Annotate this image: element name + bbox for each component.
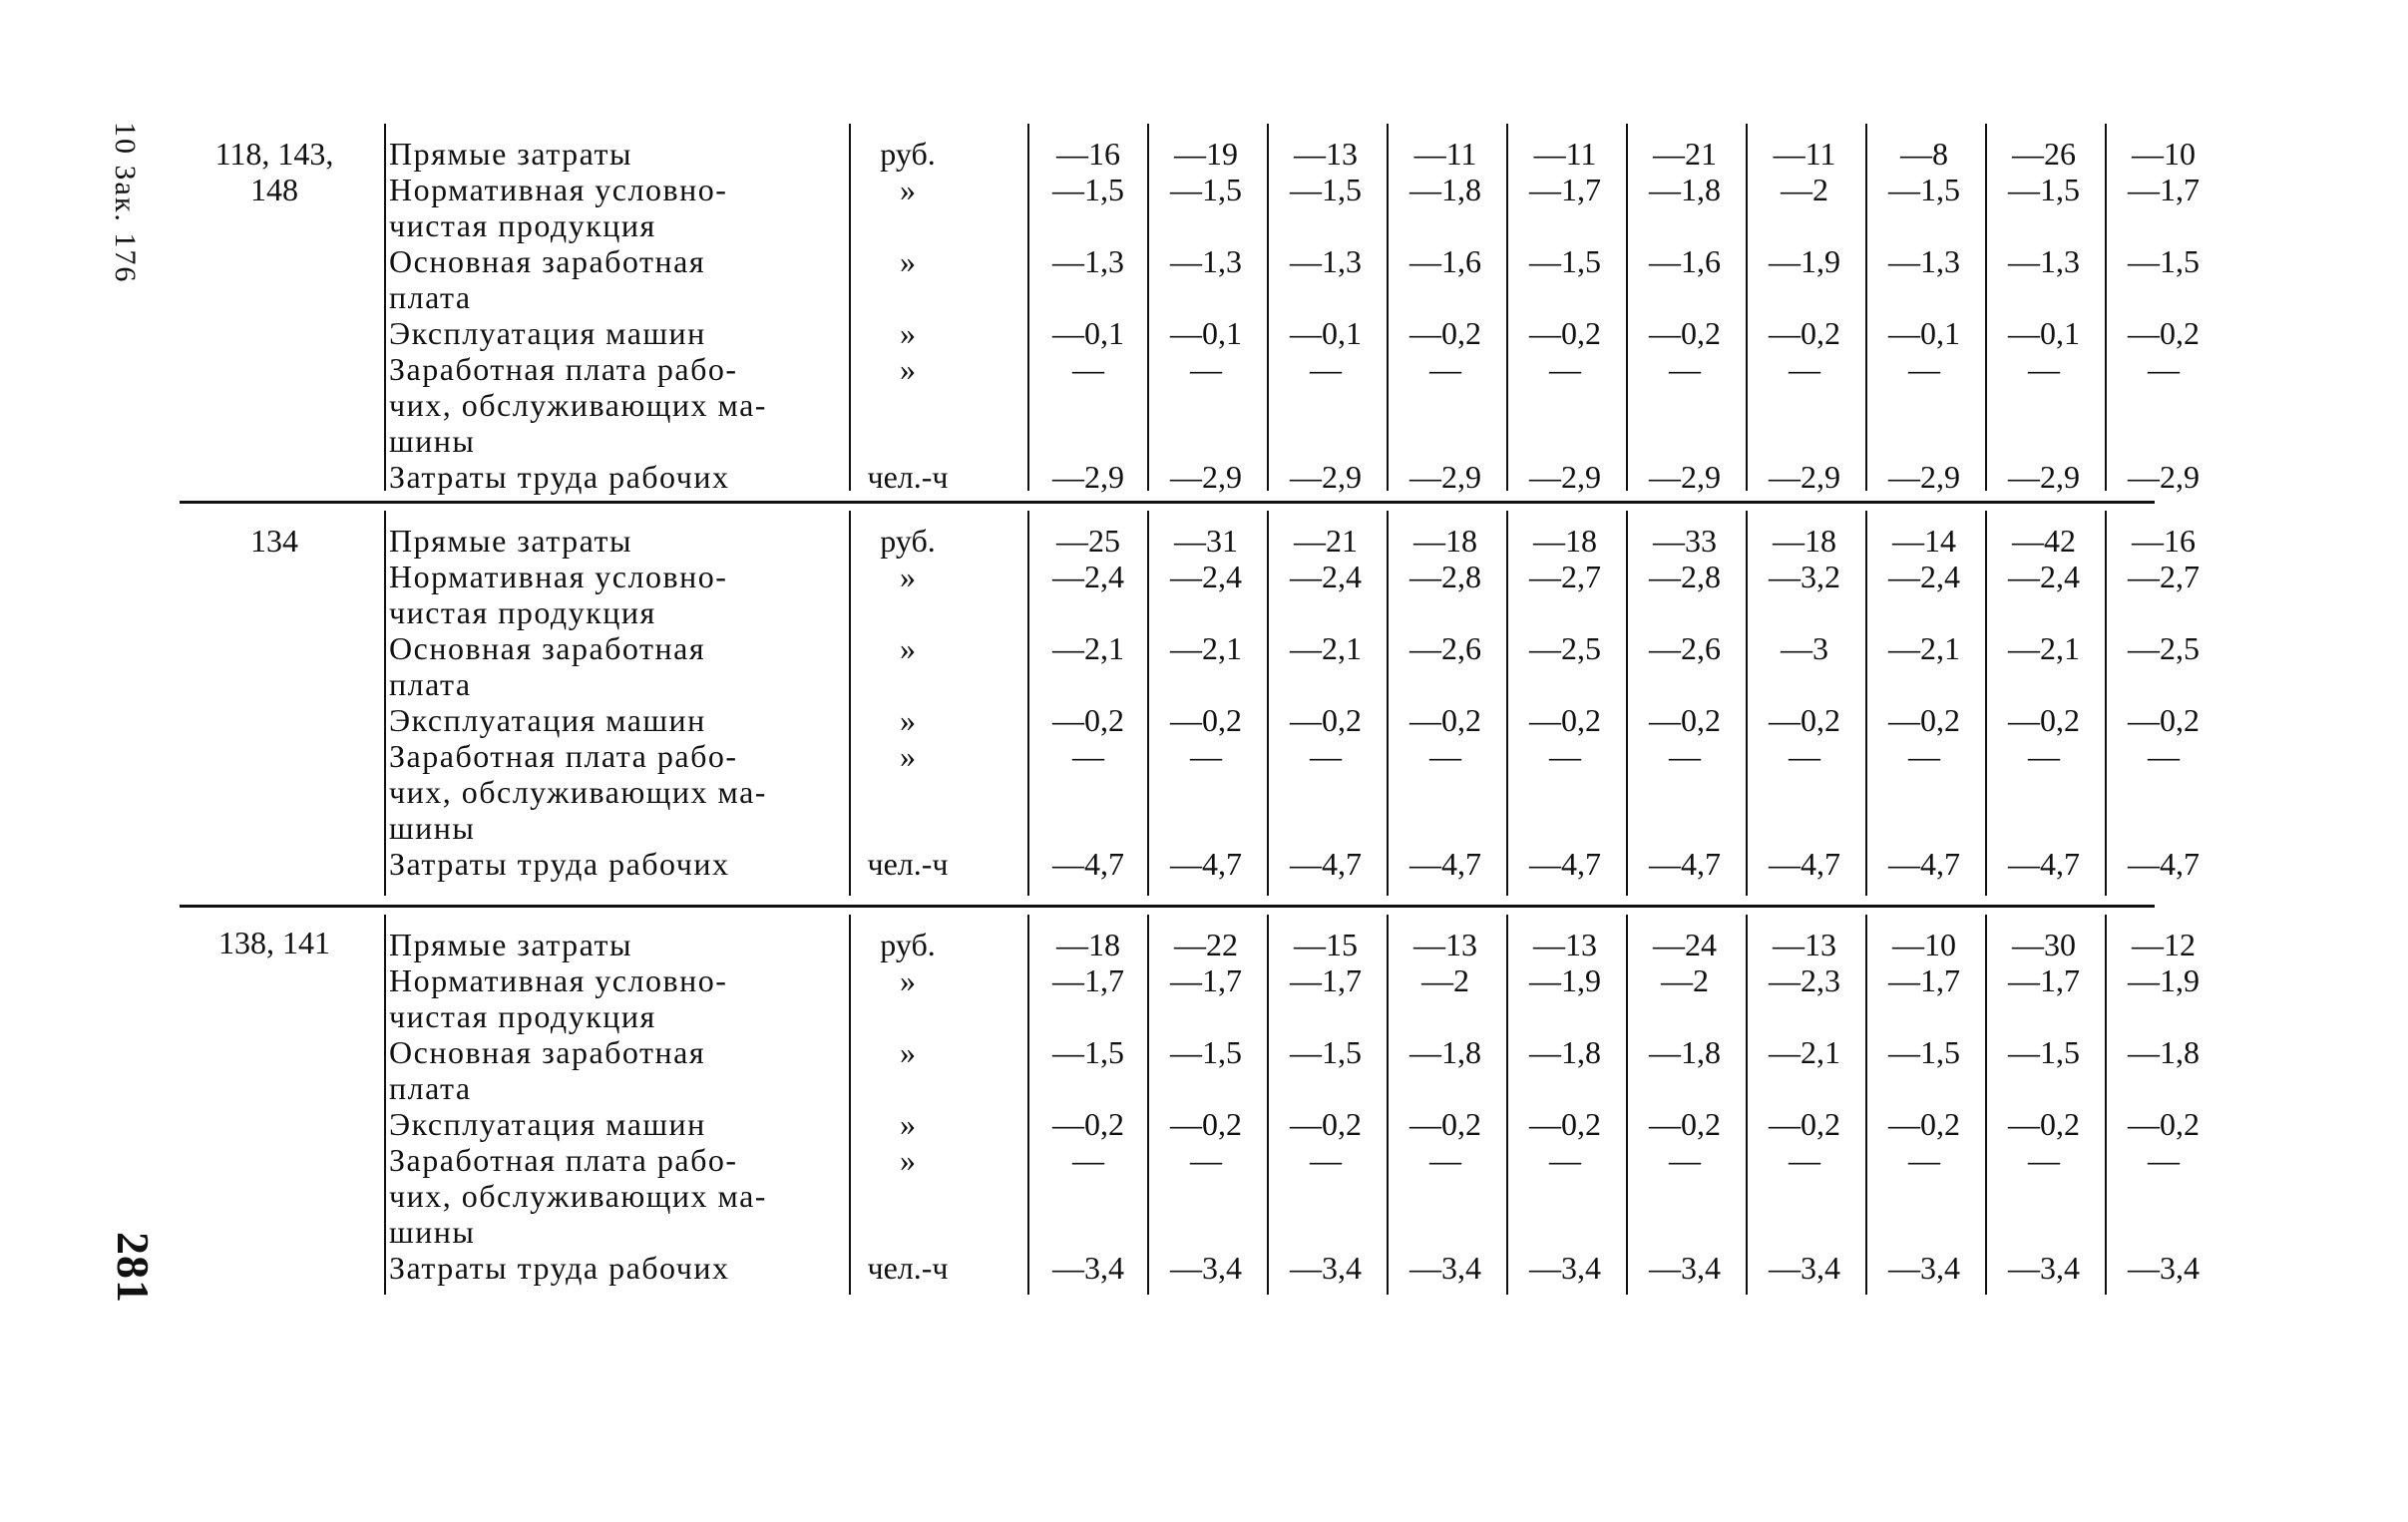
value-cell: — (1789, 738, 1820, 774)
value-cell: —4,7 (2128, 846, 2200, 882)
value-cell: —0,2 (1769, 1106, 1840, 1142)
row-unit: » (900, 172, 916, 207)
value-cell: —2,5 (2128, 630, 2200, 666)
value-cell: —3,4 (1769, 1250, 1840, 1286)
row-label-line: чих, обслуживающих ма- (389, 1178, 767, 1214)
value-cell: — (2028, 1142, 2060, 1178)
value-cell: —2,1 (2008, 630, 2080, 666)
value-cell: —2,1 (1888, 630, 1960, 666)
row-unit: руб. (880, 927, 936, 962)
value-cell: — (2148, 351, 2180, 387)
row-unit: руб. (880, 523, 936, 559)
value-cell: —18 (1413, 523, 1477, 559)
value-cell: —2,1 (1769, 1034, 1840, 1070)
row-unit: » (900, 702, 916, 738)
value-cell: —2,1 (1052, 630, 1124, 666)
value-cell: —0,2 (1290, 702, 1362, 738)
row-label (389, 1106, 706, 1142)
value-cell: —1,8 (2128, 1034, 2200, 1070)
value-cell: —1,8 (1409, 172, 1481, 207)
value-cell: —2,9 (2128, 459, 2200, 495)
value-cell: — (1789, 351, 1820, 387)
value-cell: — (2148, 738, 2180, 774)
value-cell: —21 (1653, 136, 1717, 172)
value-cell: — (1190, 738, 1222, 774)
column-divider (384, 915, 386, 1295)
value-cell: —1,5 (2008, 172, 2080, 207)
row-label (389, 172, 727, 243)
value-cell: —1,7 (1888, 962, 1960, 998)
value-cell: — (1072, 351, 1104, 387)
row-label (389, 1250, 729, 1286)
row-label-line: чистая продукция (389, 998, 656, 1034)
value-cell: —4,7 (1052, 846, 1124, 882)
value-cell: —1,7 (1170, 962, 1242, 998)
value-cell: — (1190, 1142, 1222, 1178)
value-cell: —2,3 (1769, 962, 1840, 998)
value-cell: —1,3 (2008, 243, 2080, 279)
value-cell: —19 (1174, 136, 1238, 172)
row-label (389, 738, 767, 846)
value-cell: — (1669, 1142, 1701, 1178)
row-label (389, 243, 705, 315)
row-unit: руб. (880, 136, 936, 172)
row-label (389, 559, 727, 630)
row-label-line: чистая продукция (389, 594, 656, 630)
value-cell: —4,7 (1409, 846, 1481, 882)
value-cell: —1,5 (1290, 1034, 1362, 1070)
value-cell: — (1669, 351, 1701, 387)
row-label-line: Затраты труда рабочих (389, 846, 730, 882)
value-cell: —12 (2132, 927, 2196, 962)
value-cell: —21 (1294, 523, 1358, 559)
value-cell: —3,4 (1290, 1250, 1362, 1286)
value-cell: —1,9 (2128, 962, 2200, 998)
value-cell: —2,7 (2128, 559, 2200, 594)
value-cell: —0,1 (1290, 315, 1362, 351)
value-cell: —0,2 (1409, 1106, 1481, 1142)
value-cell: —4,7 (1769, 846, 1840, 882)
value-cell: —1,5 (1888, 1034, 1960, 1070)
value-cell: —0,2 (1649, 315, 1721, 351)
row-label-line: шины (389, 810, 476, 846)
value-cell: —2,1 (1290, 630, 1362, 666)
value-cell: —1,7 (1052, 962, 1124, 998)
value-cell: —2,4 (1888, 559, 1960, 594)
value-cell: —1,5 (1529, 243, 1601, 279)
value-cell: —2,4 (2008, 559, 2080, 594)
item-codes: 118, 143, 148 (214, 136, 334, 207)
value-cell: —13 (1773, 927, 1836, 962)
row-unit: » (900, 1142, 916, 1178)
value-cell: —11 (1533, 136, 1597, 172)
value-cell: — (1310, 738, 1342, 774)
row-label-line: чих, обслуживающих ма- (389, 774, 767, 810)
value-cell: —0,1 (1052, 315, 1124, 351)
row-label-line: Прямые затраты (389, 927, 633, 962)
row-unit: чел.-ч (867, 1250, 949, 1286)
page-number: 281 (108, 1232, 159, 1304)
value-cell: —1,7 (2008, 962, 2080, 998)
row-label (389, 1034, 705, 1106)
row-label (389, 315, 706, 351)
value-cell: —1,8 (1649, 172, 1721, 207)
value-cell: —2,9 (1888, 459, 1960, 495)
value-cell: —2,4 (1290, 559, 1362, 594)
value-cell: —0,1 (1888, 315, 1960, 351)
value-cell: —4,7 (2008, 846, 2080, 882)
row-label-line: шины (389, 423, 476, 459)
value-cell: —4,7 (1290, 846, 1362, 882)
row-label-line: Затраты труда рабочих (389, 1250, 730, 1286)
value-cell: —0,2 (2128, 315, 2200, 351)
value-cell: —1,3 (1888, 243, 1960, 279)
value-cell: — (1908, 738, 1940, 774)
value-cell: —30 (2012, 927, 2076, 962)
value-cell: —16 (1056, 136, 1120, 172)
value-cell: —24 (1653, 927, 1717, 962)
value-cell: — (1310, 351, 1342, 387)
table-block (180, 128, 2224, 499)
value-cell: — (1789, 1142, 1820, 1178)
value-cell: —1,5 (1052, 1034, 1124, 1070)
value-cell: — (1908, 1142, 1940, 1178)
row-label-line: плата (389, 1070, 472, 1106)
value-cell: —2 (1661, 962, 1709, 998)
value-cell: —0,2 (1649, 702, 1721, 738)
row-label (389, 846, 729, 882)
row-label-line: чих, обслуживающих ма- (389, 387, 767, 423)
value-cell: —2,9 (1052, 459, 1124, 495)
value-cell: —31 (1174, 523, 1238, 559)
value-cell: — (1669, 738, 1701, 774)
value-cell: —4,7 (1529, 846, 1601, 882)
value-cell: —0,1 (2008, 315, 2080, 351)
value-cell: —0,2 (1529, 315, 1601, 351)
value-cell: — (1549, 738, 1581, 774)
row-label-line: Основная заработная (389, 630, 706, 666)
row-unit: » (900, 1034, 916, 1070)
value-cell: —2,1 (1170, 630, 1242, 666)
value-cell: —2,9 (1769, 459, 1840, 495)
value-cell: —2,7 (1529, 559, 1601, 594)
row-label-line: Заработная плата рабо- (389, 1142, 738, 1178)
value-cell: —0,1 (1170, 315, 1242, 351)
value-cell: — (1072, 1142, 1104, 1178)
value-cell: —1,7 (1529, 172, 1601, 207)
value-cell: —2,6 (1409, 630, 1481, 666)
value-cell: —2,6 (1649, 630, 1721, 666)
value-cell: —15 (1294, 927, 1358, 962)
value-cell: —1,6 (1409, 243, 1481, 279)
row-unit: » (900, 962, 916, 998)
value-cell: —0,2 (1888, 702, 1960, 738)
row-label-line: шины (389, 1214, 476, 1250)
row-label-line: Прямые затраты (389, 523, 633, 559)
value-cell: —18 (1533, 523, 1597, 559)
value-cell: —0,2 (2128, 1106, 2200, 1142)
value-cell: —8 (1900, 136, 1948, 172)
item-codes: 138, 141 (218, 925, 330, 960)
row-label-line: плата (389, 666, 472, 702)
row-unit: » (900, 559, 916, 594)
value-cell: —3,4 (1052, 1250, 1124, 1286)
value-cell: —3 (1781, 630, 1828, 666)
row-label-line: Заработная плата рабо- (389, 738, 738, 774)
row-unit: » (900, 1106, 916, 1142)
value-cell: —1,5 (1170, 1034, 1242, 1070)
value-cell: —2,4 (1052, 559, 1124, 594)
table-block (180, 919, 2224, 1303)
row-unit: » (900, 315, 916, 351)
value-cell: —3,4 (2128, 1250, 2200, 1286)
value-cell: —0,2 (2128, 702, 2200, 738)
value-cell: —10 (1892, 927, 1956, 962)
value-cell: —2,8 (1409, 559, 1481, 594)
margin-note: 10 Зак. 176 (109, 122, 142, 284)
value-cell: —0,2 (1649, 1106, 1721, 1142)
value-cell: —2,9 (1529, 459, 1601, 495)
column-divider (384, 511, 386, 896)
value-cell: —3,4 (1888, 1250, 1960, 1286)
value-cell: — (1429, 1142, 1461, 1178)
value-cell: —1,8 (1529, 1034, 1601, 1070)
value-cell: —42 (2012, 523, 2076, 559)
value-cell: — (2028, 738, 2060, 774)
row-label-line: Эксплуатация машин (389, 315, 706, 351)
row-label (389, 962, 727, 1034)
value-cell: —2,4 (1170, 559, 1242, 594)
value-cell: —0,2 (1769, 702, 1840, 738)
row-label (389, 351, 767, 459)
value-cell: —1,8 (1409, 1034, 1481, 1070)
value-cell: — (1072, 738, 1104, 774)
value-cell: —1,3 (1290, 243, 1362, 279)
value-cell: —4,7 (1649, 846, 1721, 882)
value-cell: —2 (1421, 962, 1469, 998)
value-cell: —22 (1174, 927, 1238, 962)
row-label (389, 136, 632, 172)
value-cell: —1,3 (1052, 243, 1124, 279)
value-cell: —2 (1781, 172, 1828, 207)
row-label-line: Нормативная условно- (389, 172, 728, 207)
value-cell: —0,2 (1529, 1106, 1601, 1142)
value-cell: —1,5 (2128, 243, 2200, 279)
value-cell: —0,2 (1170, 702, 1242, 738)
row-label (389, 459, 729, 495)
value-cell: —0,2 (1769, 315, 1840, 351)
value-cell: —1,6 (1649, 243, 1721, 279)
value-cell: —26 (2012, 136, 2076, 172)
value-cell: —2,9 (2008, 459, 2080, 495)
row-label-line: Нормативная условно- (389, 559, 728, 594)
value-cell: — (1549, 351, 1581, 387)
value-cell: —3,4 (1649, 1250, 1721, 1286)
value-cell: —1,3 (1170, 243, 1242, 279)
value-cell: —3,4 (1529, 1250, 1601, 1286)
value-cell: —14 (1892, 523, 1956, 559)
row-label-line: Затраты труда рабочих (389, 459, 730, 495)
value-cell: —4,7 (1888, 846, 1960, 882)
value-cell: —1,5 (1052, 172, 1124, 207)
value-cell: —2,9 (1170, 459, 1242, 495)
value-cell: —11 (1413, 136, 1477, 172)
value-cell: —0,2 (1888, 1106, 1960, 1142)
block-separator (180, 905, 2155, 908)
value-cell: —18 (1056, 927, 1120, 962)
value-cell: —0,2 (2008, 1106, 2080, 1142)
value-cell: —0,2 (1170, 1106, 1242, 1142)
row-label-line: Основная заработная (389, 1034, 706, 1070)
row-label (389, 702, 706, 738)
block-separator (180, 501, 2155, 504)
value-cell: —3,2 (1769, 559, 1840, 594)
row-label-line: Эксплуатация машин (389, 1106, 706, 1142)
row-label-line: Основная заработная (389, 243, 706, 279)
value-cell: —1,9 (1769, 243, 1840, 279)
row-label (389, 523, 632, 559)
row-label-line: Нормативная условно- (389, 962, 728, 998)
value-cell: —13 (1413, 927, 1477, 962)
value-cell: — (1310, 1142, 1342, 1178)
value-cell: — (1549, 1142, 1581, 1178)
row-unit: » (900, 351, 916, 387)
value-cell: —0,2 (1052, 702, 1124, 738)
row-unit: чел.-ч (867, 846, 949, 882)
row-label-line: плата (389, 279, 472, 315)
value-cell: —0,2 (1290, 1106, 1362, 1142)
value-cell: —0,2 (2008, 702, 2080, 738)
value-cell: —2,9 (1649, 459, 1721, 495)
column-divider (384, 124, 386, 491)
value-cell: —1,5 (2008, 1034, 2080, 1070)
value-cell: —3,4 (1409, 1250, 1481, 1286)
value-cell: —11 (1773, 136, 1836, 172)
row-label-line: Заработная плата рабо- (389, 351, 738, 387)
row-label-line: Прямые затраты (389, 136, 633, 172)
row-unit: » (900, 243, 916, 279)
row-label-line: Эксплуатация машин (389, 702, 706, 738)
table-block (180, 515, 2224, 904)
value-cell: — (2028, 351, 2060, 387)
value-cell: —1,8 (1649, 1034, 1721, 1070)
value-cell: —0,2 (1529, 702, 1601, 738)
value-cell: —3,4 (1170, 1250, 1242, 1286)
item-codes: 134 (250, 523, 298, 559)
value-cell: —16 (2132, 523, 2196, 559)
value-cell: —13 (1533, 927, 1597, 962)
value-cell: —2,5 (1529, 630, 1601, 666)
row-unit: чел.-ч (867, 459, 949, 495)
value-cell: —13 (1294, 136, 1358, 172)
value-cell: —0,2 (1052, 1106, 1124, 1142)
row-label-line: чистая продукция (389, 207, 656, 243)
row-unit: » (900, 630, 916, 666)
value-cell: — (1908, 351, 1940, 387)
value-cell: —2,8 (1649, 559, 1721, 594)
value-cell: —3,4 (2008, 1250, 2080, 1286)
value-cell: —2,9 (1290, 459, 1362, 495)
value-cell: — (1190, 351, 1222, 387)
value-cell: —1,7 (1290, 962, 1362, 998)
value-cell: — (1429, 738, 1461, 774)
value-cell: —2,9 (1409, 459, 1481, 495)
value-cell: —1,7 (2128, 172, 2200, 207)
value-cell: —1,9 (1529, 962, 1601, 998)
value-cell: —25 (1056, 523, 1120, 559)
value-cell: —1,5 (1888, 172, 1960, 207)
value-cell: —0,2 (1409, 315, 1481, 351)
row-label (389, 927, 632, 962)
value-cell: —4,7 (1170, 846, 1242, 882)
value-cell: —33 (1653, 523, 1717, 559)
value-cell: —18 (1773, 523, 1836, 559)
value-cell: — (1429, 351, 1461, 387)
row-label (389, 630, 705, 702)
value-cell: —1,5 (1170, 172, 1242, 207)
row-unit: » (900, 738, 916, 774)
value-cell: — (2148, 1142, 2180, 1178)
row-label (389, 1142, 767, 1250)
value-cell: —0,2 (1409, 702, 1481, 738)
value-cell: —10 (2132, 136, 2196, 172)
value-cell: —1,5 (1290, 172, 1362, 207)
